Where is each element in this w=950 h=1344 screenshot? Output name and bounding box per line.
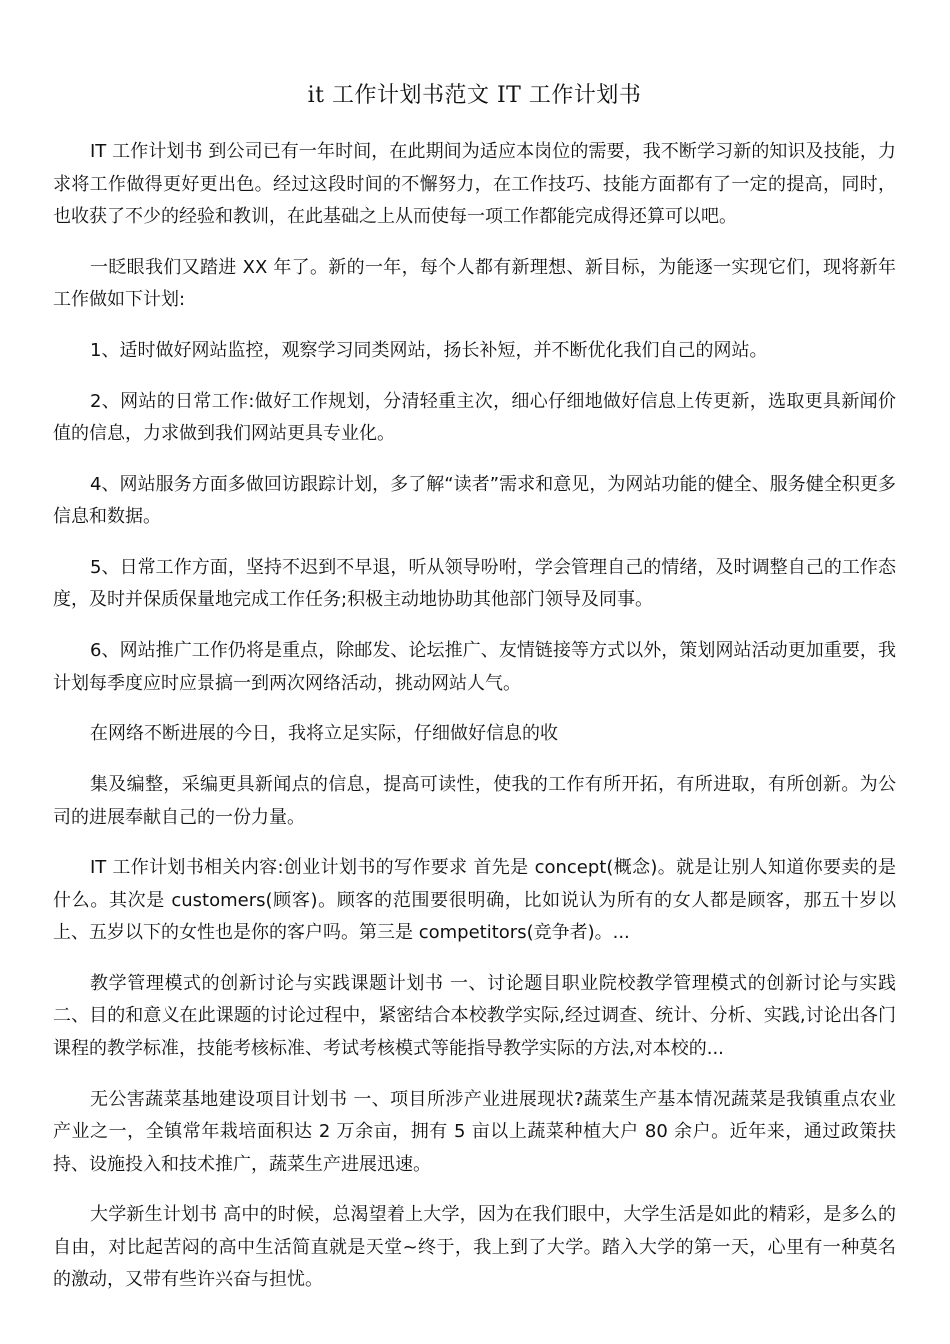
paragraph-closing-start: 在网络不断进展的今日，我将立足实际，仔细做好信息的收 [90, 723, 558, 745]
paragraph-item-5: 5、日常工作方面，坚持不迟到不早退，听从领导吩咐，学会管理自己的情绪，及时调整自己的工作态度，及时并保质保量地完成工作任务;积极主动地协助其他部门领导及同事。 [53, 556, 896, 611]
paragraph-closing-end: 集及编整，采编更具新闻点的信息，提高可读性，使我的工作有所开拓，有所进取，有所创新。为公司的进展奉献自己的一份力量。 [53, 774, 896, 828]
paragraph-intro: IT 工作计划书 到公司已有一年时间，在此期间为适应本岗位的需要，我不断学习新的知识及技能，力求将工作做得更好更出色。经过这段时间的不懈努力，在工作技巧、技能方面都有了一定的提高，同时，也收获了不少的经验和教训，在此基础之上从而使每一项工作都能完成得还算可以吧。 [53, 141, 896, 227]
paragraph-item-4: 4、网站服务方面多做回访跟踪计划，多了解“读者”需求和意见，为网站功能的健全、服务健全积更多信息和数据。 [53, 473, 896, 528]
paragraph-new-year: 一眨眼我们又踏进 XX 年了。新的一年，每个人都有新理想、新目标，为能逐一实现它们，现将新年工作做如下计划: [53, 256, 896, 311]
document-title: it 工作计划书范文 IT 工作计划书 [307, 83, 642, 108]
paragraph-item-1: 1、适时做好网站监控，观察学习同类网站，扬长补短，并不断优化我们自己的网站。 [90, 339, 768, 361]
paragraph-related-student: 大学新生计划书 高中的时候，总渴望着上大学，因为在我们眼中，大学生活是如此的精彩，是多么的自由，对比起苦闷的高中生活简直就是天堂~终于，我上到了大学。踏入大学的第一天，心里有一种莫名的激动，又带有些许兴奋与担忧。 [53, 1204, 896, 1291]
paragraph-related-business-plan: IT 工作计划书相关内容:创业计划书的写作要求 首先是 concept(概念)。就是让别人知道你要卖的是什么。其次是 customers(顾客)。顾客的范围要很明确，比如说认为所有的女人都是顾客，那五十岁以上、五岁以下的女性也是你的客户吗。第三是 competitors(竞争者)。... [53, 857, 896, 944]
paragraph-item-6: 6、网站推广工作仍将是重点，除邮发、论坛推广、友情链接等方式以外，策划网站活动更加重要，我计划每季度应时应景搞一到两次网络活动，挑动网站人气。 [53, 640, 896, 694]
paragraph-item-2: 2、网站的日常工作:做好工作规划，分清轻重主次，细心仔细地做好信息上传更新，选取更具新闻价值的信息，力求做到我们网站更具专业化。 [53, 390, 896, 445]
paragraph-related-teaching: 教学管理模式的创新讨论与实践课题计划书 一、讨论题目职业院校教学管理模式的创新讨论与实践二、目的和意义在此课题的讨论过程中，紧密结合本校教学实际,经过调查、统计、分析、实践,讨论出各门课程的教学标准，技能考核标准、考试考核模式等能指导教学实际的方法,对本校的... [53, 972, 896, 1059]
paragraph-related-vegetable: 无公害蔬菜基地建设项目计划书 一、项目所涉产业进展现状?蔬菜生产基本情况蔬菜是我镇重点农业产业之一，全镇常年栽培面积达 2 万余亩，拥有 5 亩以上蔬菜种植大户 80 余户。近年来，通过政策扶持、设施投入和技术推广，蔬菜生产进展迅速。 [53, 1088, 896, 1175]
